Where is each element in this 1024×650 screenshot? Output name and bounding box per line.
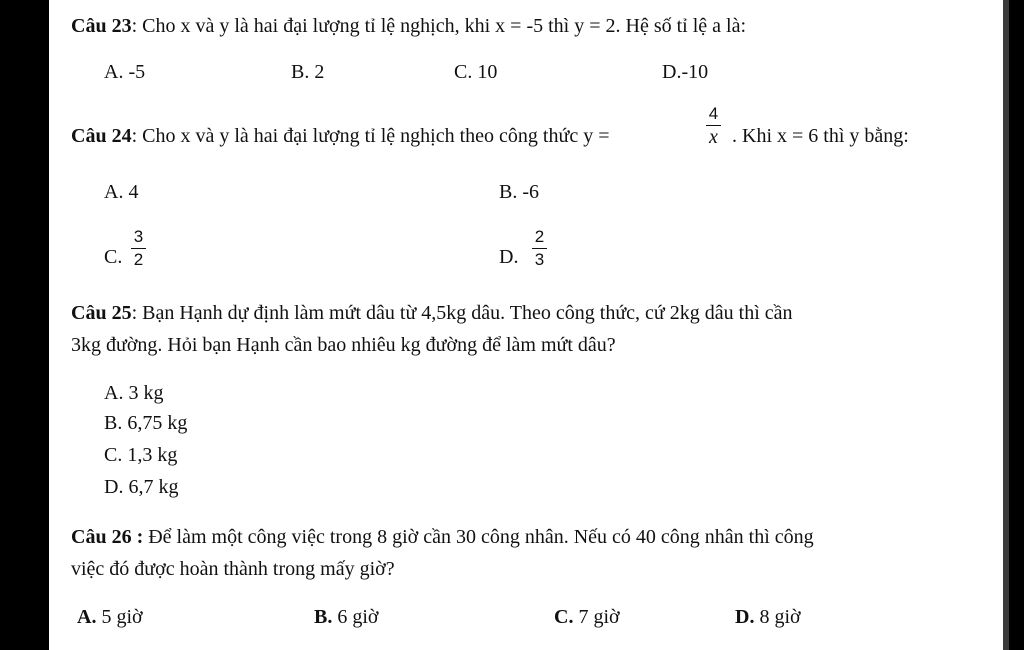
question-24-label: Câu 24	[71, 125, 132, 147]
q24-option-a[interactable]: A. 4	[104, 181, 139, 203]
q24-option-d-numerator: 2	[534, 227, 545, 246]
q25-option-d[interactable]: D. 6,7 kg	[104, 476, 179, 498]
q26-option-d[interactable]	[735, 605, 801, 629]
question-25-text-line2: 3kg đường. Hỏi bạn Hạnh cần bao nhiêu kg đường để làm mứt dâu?	[71, 334, 616, 356]
question-25-text-line1: : Bạn Hạnh dự định làm mứt dâu từ 4,5kg dâu. Theo công thức, cứ 2kg dâu thì cần	[131, 302, 793, 324]
question-23-label: Câu 23	[71, 15, 132, 37]
q26-option-a-text: 5 giờ	[96, 606, 143, 628]
q23-option-d[interactable]: D.-10	[662, 61, 709, 83]
q24-option-c-fraction[interactable]	[131, 227, 146, 270]
q26-option-c-letter: C.	[554, 606, 574, 628]
fraction-bar	[532, 248, 547, 249]
q25-option-b[interactable]: B. 6,75 kg	[104, 412, 188, 434]
question-24-text-after: . Khi x = 6 thì y bằng:	[732, 125, 909, 147]
question-25-stem-line1	[71, 301, 793, 325]
question-26-text-line1: Để làm một công việc trong 8 giờ cần 30 công nhân. Nếu có 40 công nhân thì công	[143, 526, 814, 548]
q26-option-a-letter: A.	[77, 606, 97, 628]
question-24-stem	[71, 124, 609, 148]
q24-option-d-prefix[interactable]: D.	[499, 246, 519, 268]
document-page	[49, 0, 1009, 650]
q24-formula-fraction	[706, 104, 721, 147]
question-26-label: Câu 26 :	[71, 526, 144, 548]
question-25-label: Câu 25	[71, 302, 132, 324]
q23-option-b[interactable]: B. 2	[291, 61, 325, 83]
page-edge-shadow	[1003, 0, 1009, 650]
q24-fraction-denominator: x	[709, 126, 718, 148]
q24-option-c-numerator: 3	[133, 227, 144, 246]
q25-option-a[interactable]: A. 3 kg	[104, 382, 164, 404]
question-26-text-line2: việc đó được hoàn thành trong mấy giờ?	[71, 558, 395, 580]
q24-option-d-denominator: 3	[534, 250, 545, 269]
q26-option-b-text: 6 giờ	[332, 606, 379, 628]
q23-option-a[interactable]: A. -5	[104, 61, 146, 83]
q26-option-b-letter: B.	[314, 606, 333, 628]
q26-option-c[interactable]	[554, 605, 620, 629]
q24-fraction-numerator: 4	[708, 104, 719, 123]
q26-option-c-text: 7 giờ	[573, 606, 620, 628]
q26-option-d-letter: D.	[735, 606, 755, 628]
question-23-stem	[71, 14, 746, 38]
q26-option-a[interactable]	[77, 605, 143, 629]
q26-option-b[interactable]	[314, 605, 378, 629]
question-23-text: : Cho x và y là hai đại lượng tỉ lệ nghịch, khi x = -5 thì y = 2. Hệ số tỉ lệ a là:	[131, 15, 747, 37]
q24-option-d-fraction[interactable]	[532, 227, 547, 270]
q26-option-d-text: 8 giờ	[754, 606, 801, 628]
q24-option-c-prefix[interactable]: C.	[104, 246, 123, 268]
question-26-stem-line1	[71, 525, 814, 549]
fraction-bar	[131, 248, 146, 249]
q24-option-c-denominator: 2	[133, 250, 144, 269]
question-24-text-before: : Cho x và y là hai đại lượng tỉ lệ nghịch theo công thức y =	[131, 125, 610, 147]
q25-option-c[interactable]: C. 1,3 kg	[104, 444, 178, 466]
q24-option-b[interactable]: B. -6	[499, 181, 539, 203]
q23-option-c[interactable]: C. 10	[454, 61, 498, 83]
